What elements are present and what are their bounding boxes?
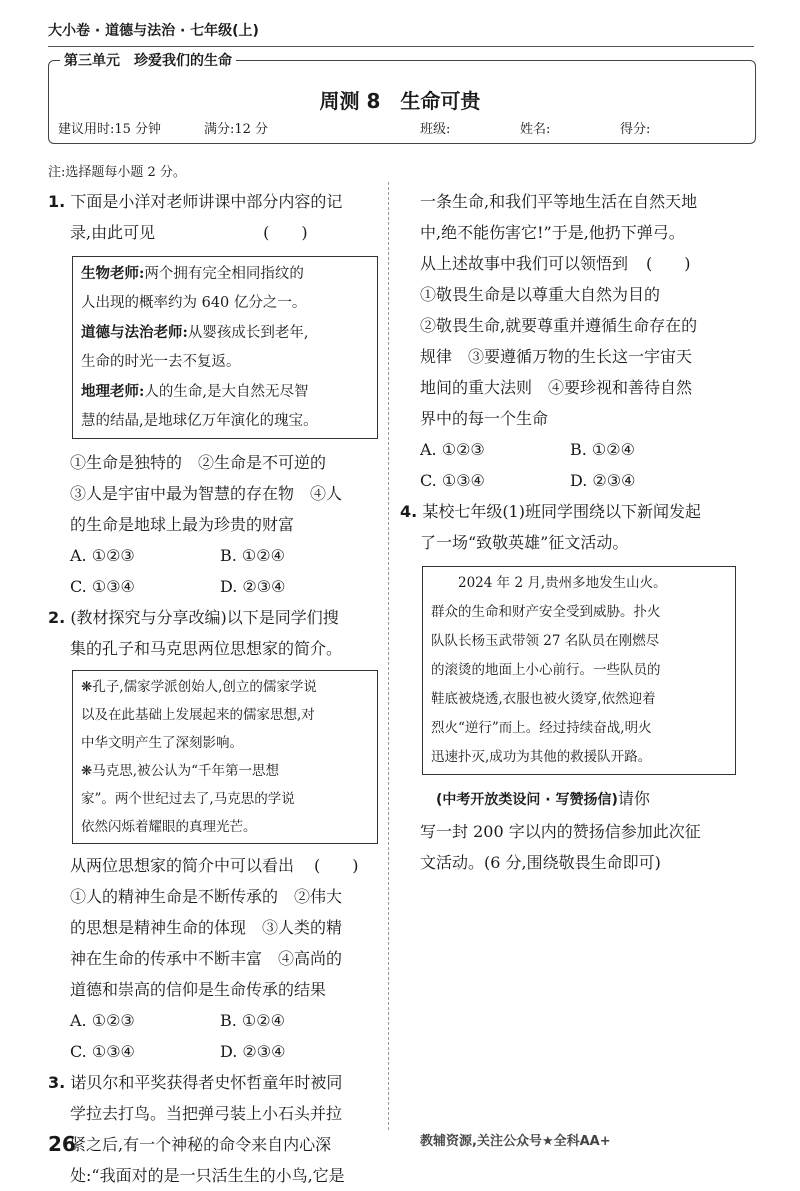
score-label: 得分: — [620, 122, 651, 137]
name-label: 姓名: — [520, 122, 551, 137]
q4-number: 4. — [400, 502, 418, 521]
q3-statement-1: ①敬畏生命是以尊重大自然为目的 — [420, 285, 661, 304]
q3-answer-paren: ( ) — [646, 254, 691, 273]
q3-option-a[interactable]: A. ①②③ — [420, 440, 485, 459]
q3-statement-5: 界中的每一个生命 — [420, 409, 549, 428]
q1-options-cd — [48, 571, 378, 602]
q1-option-a[interactable]: A. ①②③ — [70, 546, 135, 565]
footer-text: 教辅资源,关注公众号★全科AA+ — [420, 1134, 611, 1149]
q3-line2: 学拉去打鸟。当把弹弓装上小石头并拉 — [70, 1104, 343, 1123]
q1-statement-1: ①生命是独特的 ②生命是不可逆的 — [70, 453, 327, 472]
q2-answer-paren: ( ) — [314, 856, 359, 875]
page-title: 周测 8 生命可贵 — [319, 89, 481, 113]
q2-option-c[interactable]: C. ①③④ — [70, 1042, 135, 1061]
suggested-time: 建议用时:15 分钟 — [58, 122, 162, 137]
q1-stem-line2: 录,由此可见 ( ) — [48, 217, 378, 248]
q2-statement-1: ①人的精神生命是不断传承的 ②伟大 — [70, 887, 343, 906]
q3-line3: 紧之后,有一个神秘的命令来自内心深 — [70, 1135, 332, 1154]
q1-options-ab — [48, 540, 378, 571]
left-column — [48, 186, 378, 1191]
q2-option-a[interactable]: A. ①②③ — [70, 1011, 135, 1030]
note: 注:选择题每小题 2 分。 — [48, 165, 186, 180]
q3-line4: 处:“我面对的是一只活生生的小鸟,它是 — [70, 1166, 345, 1185]
q1-quote-box: 生物老师:两个拥有完全相同指纹的 人出现的概率约为 640 亿分之一。 道德与法治老师:从婴孩成长到老年, 生命的时光一去不复返。 地理老师:人的生命,是大自然无尽智 慧的结晶,是地球亿万年演化的瑰宝。 — [72, 256, 378, 439]
q2-option-d[interactable]: D. ②③④ — [220, 1042, 286, 1061]
q3-statement-2: ②敬畏生命,就要尊重并遵循生命存在的 — [420, 316, 698, 335]
q1-stem-line1: 1. 下面是小洋对老师讲课中部分内容的记 — [48, 192, 343, 211]
q3-option-c[interactable]: C. ①③④ — [420, 471, 485, 490]
right-column — [400, 186, 760, 878]
q4-task-line1: (中考开放类设问 · 写赞扬信)请你 — [436, 789, 650, 808]
q4-task-line3: 文活动。(6 分,围绕敬畏生命即可) — [420, 853, 661, 872]
q2-number: 2. — [48, 608, 66, 627]
q3-line6: 中,绝不能伤害它!”于是,他扔下弹弓。 — [420, 223, 685, 242]
q3-line5: 一条生命,和我们平等地生活在自然天地 — [420, 192, 698, 211]
q3-option-b[interactable]: B. ①②④ — [570, 440, 635, 459]
q2-statement-3: 神在生命的传承中不断丰富 ④高尚的 — [70, 949, 343, 968]
q1-statement-3: 的生命是地球上最为珍贵的财富 — [70, 515, 295, 534]
column-divider — [388, 182, 389, 1130]
header-rule — [48, 46, 754, 47]
q2-options-ab — [48, 1005, 378, 1036]
q4-stem-line2: 了一场“致敬英雄”征文活动。 — [420, 533, 629, 552]
q1-answer-paren: ( ) — [263, 223, 308, 242]
q2-ask: 从两位思想家的简介中可以看出 ( ) — [48, 850, 378, 881]
q1-option-c[interactable]: C. ①③④ — [70, 577, 135, 596]
q4-task-line2: 写一封 200 字以内的赞扬信参加此次征 — [420, 822, 701, 841]
q4-stem-line1: 4. 某校七年级(1)班同学围绕以下新闻发起 — [400, 502, 701, 521]
q3-line1: 3. 诺贝尔和平奖获得者史怀哲童年时被同 — [48, 1073, 343, 1092]
q2-stem-line1: 2. (教材探究与分享改编)以下是同学们搜 — [48, 608, 339, 627]
q4-tag: (中考开放类设问 · 写赞扬信) — [436, 792, 618, 808]
page-number: 26 — [48, 1132, 76, 1156]
q2-option-b[interactable]: B. ①②④ — [220, 1011, 285, 1030]
q2-statement-2: 的思想是精神生命的体现 ③人类的精 — [70, 918, 343, 937]
book-title: 大小卷 · 道德与法治 · 七年级(上) — [48, 23, 259, 39]
q1-option-d[interactable]: D. ②③④ — [220, 577, 286, 596]
q2-options-cd — [48, 1036, 378, 1067]
class-label: 班级: — [420, 122, 451, 137]
q3-number: 3. — [48, 1073, 66, 1092]
unit-label: 第三单元 珍爱我们的生命 — [60, 50, 236, 70]
q3-statement-4: 地间的重大法则 ④要珍视和善待自然 — [420, 378, 693, 397]
q1-option-b[interactable]: B. ①②④ — [220, 546, 285, 565]
q1-number: 1. — [48, 192, 66, 211]
q3-options-ab — [400, 434, 760, 465]
q4-news-box: 2024 年 2 月,贵州多地发生山火。 群众的生命和财产安全受到威胁。扑火 队队长杨玉武带领 27 名队员在刚燃尽 的滚烫的地面上小心前行。一些队员的 鞋底被烧透,衣服也被火烫穿,依然迎着 烈火“逆行”而上。经过持续奋战,明火 迅速扑灭,成功为其他的救援队开路。 — [422, 566, 736, 775]
q2-stem-line2: 集的孔子和马克思两位思想家的简介。 — [70, 639, 343, 658]
q3-options-cd — [400, 465, 760, 496]
q2-quote-box: ❋孔子,儒家学派创始人,创立的儒家学说 以及在此基础上发展起来的儒家思想,对 中华文明产生了深刻影响。 ❋马克思,被公认为“千年第一思想 家”。两个世纪过去了,马克思的学说 依然闪烁着耀眼的真理光芒。 — [72, 670, 378, 844]
q2-statement-4: 道德和崇高的信仰是生命传承的结果 — [70, 980, 327, 999]
q3-ask: 从上述故事中我们可以领悟到 ( ) — [400, 248, 760, 279]
full-score: 满分:12 分 — [204, 122, 269, 137]
q1-statement-2: ③人是宇宙中最为智慧的存在物 ④人 — [70, 484, 343, 503]
q3-option-d[interactable]: D. ②③④ — [570, 471, 636, 490]
q3-statement-3: 规律 ③要遵循万物的生长这一宇宙天 — [420, 347, 693, 366]
